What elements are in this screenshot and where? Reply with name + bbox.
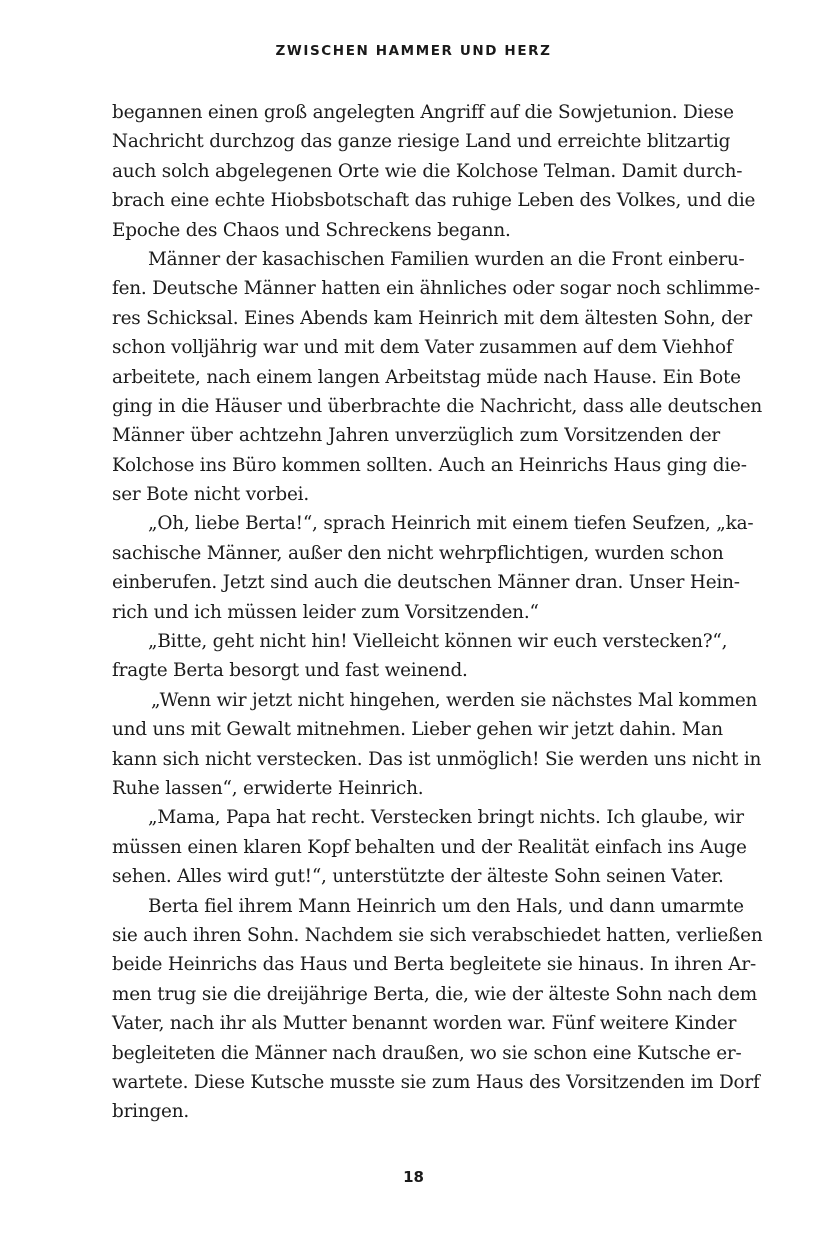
text-line: Ruhe lassen“, erwiderte Heinrich. <box>112 777 424 799</box>
text-line: fragte Berta besorgt und fast weinend. <box>112 660 468 682</box>
text-line: müssen einen klaren Kopf behalten und der Realität einfach ins Auge <box>112 836 747 858</box>
text-line: Epoche des Chaos und Schreckens begann. <box>112 219 511 241</box>
text-line: Männer über achtzehn Jahren unverzüglich zum Vorsitzenden der <box>112 425 720 447</box>
text-line: einberufen. Jetzt sind auch die deutschen Männer dran. Unser Hein- <box>112 572 740 594</box>
text-line: kann sich nicht verstecken. Das ist unmöglich! Sie werden uns nicht in <box>112 748 762 770</box>
text-line: sehen. Alles wird gut!“, unterstützte der älteste Sohn seinen Vater. <box>112 866 724 888</box>
text-line: Berta fiel ihrem Mann Heinrich um den Hals, und dann umarmte <box>148 895 744 917</box>
text-line: schon volljährig war und mit dem Vater zusammen auf dem Viehhof <box>112 337 733 359</box>
text-line: arbeitete, nach einem langen Arbeitstag müde nach Hause. Ein Bote <box>112 366 741 388</box>
text-line: Männer der kasachischen Familien wurden an die Front einberu- <box>148 248 745 270</box>
page-number: 18 <box>403 1168 424 1186</box>
text-line: fen. Deutsche Männer hatten ein ähnliches oder sogar noch schlimme- <box>112 278 760 300</box>
text-line: „Bitte, geht nicht hin! Vielleicht können wir euch verstecken?“, <box>148 631 728 653</box>
text-line: rich und ich müssen leider zum Vorsitzenden.“ <box>112 601 539 623</box>
text-line: begannen einen groß angelegten Angriff auf die Sowjetunion. Diese <box>112 102 734 123</box>
text-line: sachische Männer, außer den nicht wehrpflichtigen, wurden schon <box>112 542 724 564</box>
text-line: Kolchose ins Büro kommen sollten. Auch an Heinrichs Haus ging die- <box>112 454 747 476</box>
text-line: ging in die Häuser und überbrachte die Nachricht, dass alle deutschen <box>112 395 763 417</box>
text-line: brach eine echte Hiobsbotschaft das ruhige Leben des Volkes, und die <box>112 190 756 212</box>
text-line: wartete. Diese Kutsche musste sie zum Haus des Vorsitzenden im Dorf <box>112 1071 760 1093</box>
text-line: ser Bote nicht vorbei. <box>112 484 310 506</box>
text-line: res Schicksal. Eines Abends kam Heinrich mit dem ältesten Sohn, der <box>112 307 752 329</box>
text-line: men trug sie die dreijährige Berta, die, wie der älteste Sohn nach dem <box>112 983 757 1005</box>
text-line: „Oh, liebe Berta!“, sprach Heinrich mit einem tiefen Seufzen, „ka- <box>148 513 754 535</box>
text-line: „Mama, Papa hat recht. Verstecken bringt nichts. Ich glaube, wir <box>148 807 744 829</box>
text-line: Vater, nach ihr als Mutter benannt worden war. Fünf weitere Kinder <box>112 1013 737 1035</box>
text-line: Nachricht durchzog das ganze riesige Land und erreichte blitzartig <box>112 131 731 153</box>
running-header-title: ZWISCHEN HAMMER UND HERZ <box>275 43 552 59</box>
text-line: „Wenn wir jetzt nicht hingehen, werden sie nächstes Mal kommen <box>151 689 758 711</box>
text-line: sie auch ihren Sohn. Nachdem sie sich verabschiedet hatten, verließen <box>112 924 763 946</box>
text-line: begleiteten die Männer nach draußen, wo sie schon eine Kutsche er- <box>112 1042 742 1064</box>
text-line: auch solch abgelegenen Orte wie die Kolchose Telman. Damit durch- <box>112 160 743 182</box>
body-text <box>112 98 763 1127</box>
text-line: beide Heinrichs das Haus und Berta begleitete sie hinaus. In ihren Ar- <box>112 954 756 976</box>
text-line: bringen. <box>112 1101 190 1123</box>
text-line: und uns mit Gewalt mitnehmen. Lieber gehen wir jetzt dahin. Man <box>112 719 723 741</box>
